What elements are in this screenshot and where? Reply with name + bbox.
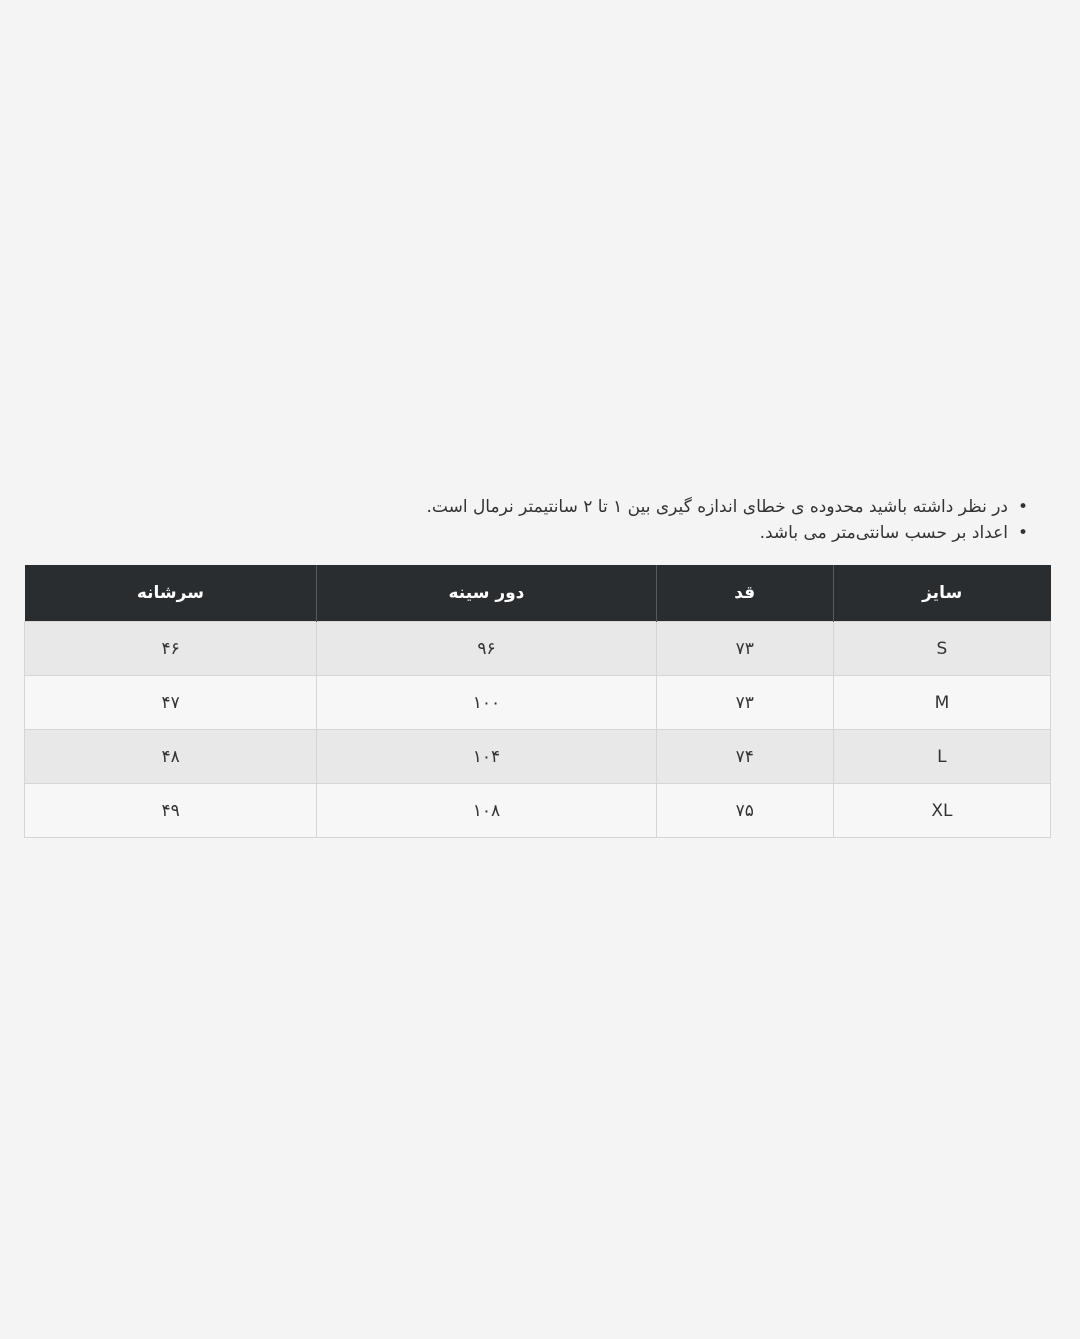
header-chest: دور سینه — [317, 565, 656, 622]
cell-chest: ۱۰۸ — [317, 784, 656, 838]
size-notes-list — [108, 494, 1008, 546]
cell-size: S — [833, 622, 1050, 676]
cell-shoulder: ۴۷ — [25, 676, 317, 730]
header-height: قد — [656, 565, 833, 622]
cell-shoulder: ۴۶ — [25, 622, 317, 676]
cell-shoulder: ۴۸ — [25, 730, 317, 784]
cell-chest: ۱۰۴ — [317, 730, 656, 784]
cell-height: ۷۳ — [656, 622, 833, 676]
cell-size: L — [833, 730, 1050, 784]
cell-height: ۷۵ — [656, 784, 833, 838]
cell-shoulder: ۴۹ — [25, 784, 317, 838]
header-size: سایز — [833, 565, 1050, 622]
cell-chest: ۱۰۰ — [317, 676, 656, 730]
header-shoulder: سرشانه — [25, 565, 317, 622]
table-header-row — [25, 565, 1051, 622]
table-row — [25, 622, 1051, 676]
cell-size: M — [833, 676, 1050, 730]
table-row — [25, 676, 1051, 730]
cell-height: ۷۳ — [656, 676, 833, 730]
cell-height: ۷۴ — [656, 730, 833, 784]
table-row — [25, 730, 1051, 784]
cell-size: XL — [833, 784, 1050, 838]
size-chart-table — [24, 565, 1051, 838]
note-measurement-error: • در نظر داشته باشید محدوده ی خطای اندازه گیری بین ۱ تا ۲ سانتیمتر نرمال است. — [108, 494, 1008, 520]
table-row — [25, 784, 1051, 838]
cell-chest: ۹۶ — [317, 622, 656, 676]
note-units: • اعداد بر حسب سانتی‌متر می باشد. — [108, 520, 1008, 546]
